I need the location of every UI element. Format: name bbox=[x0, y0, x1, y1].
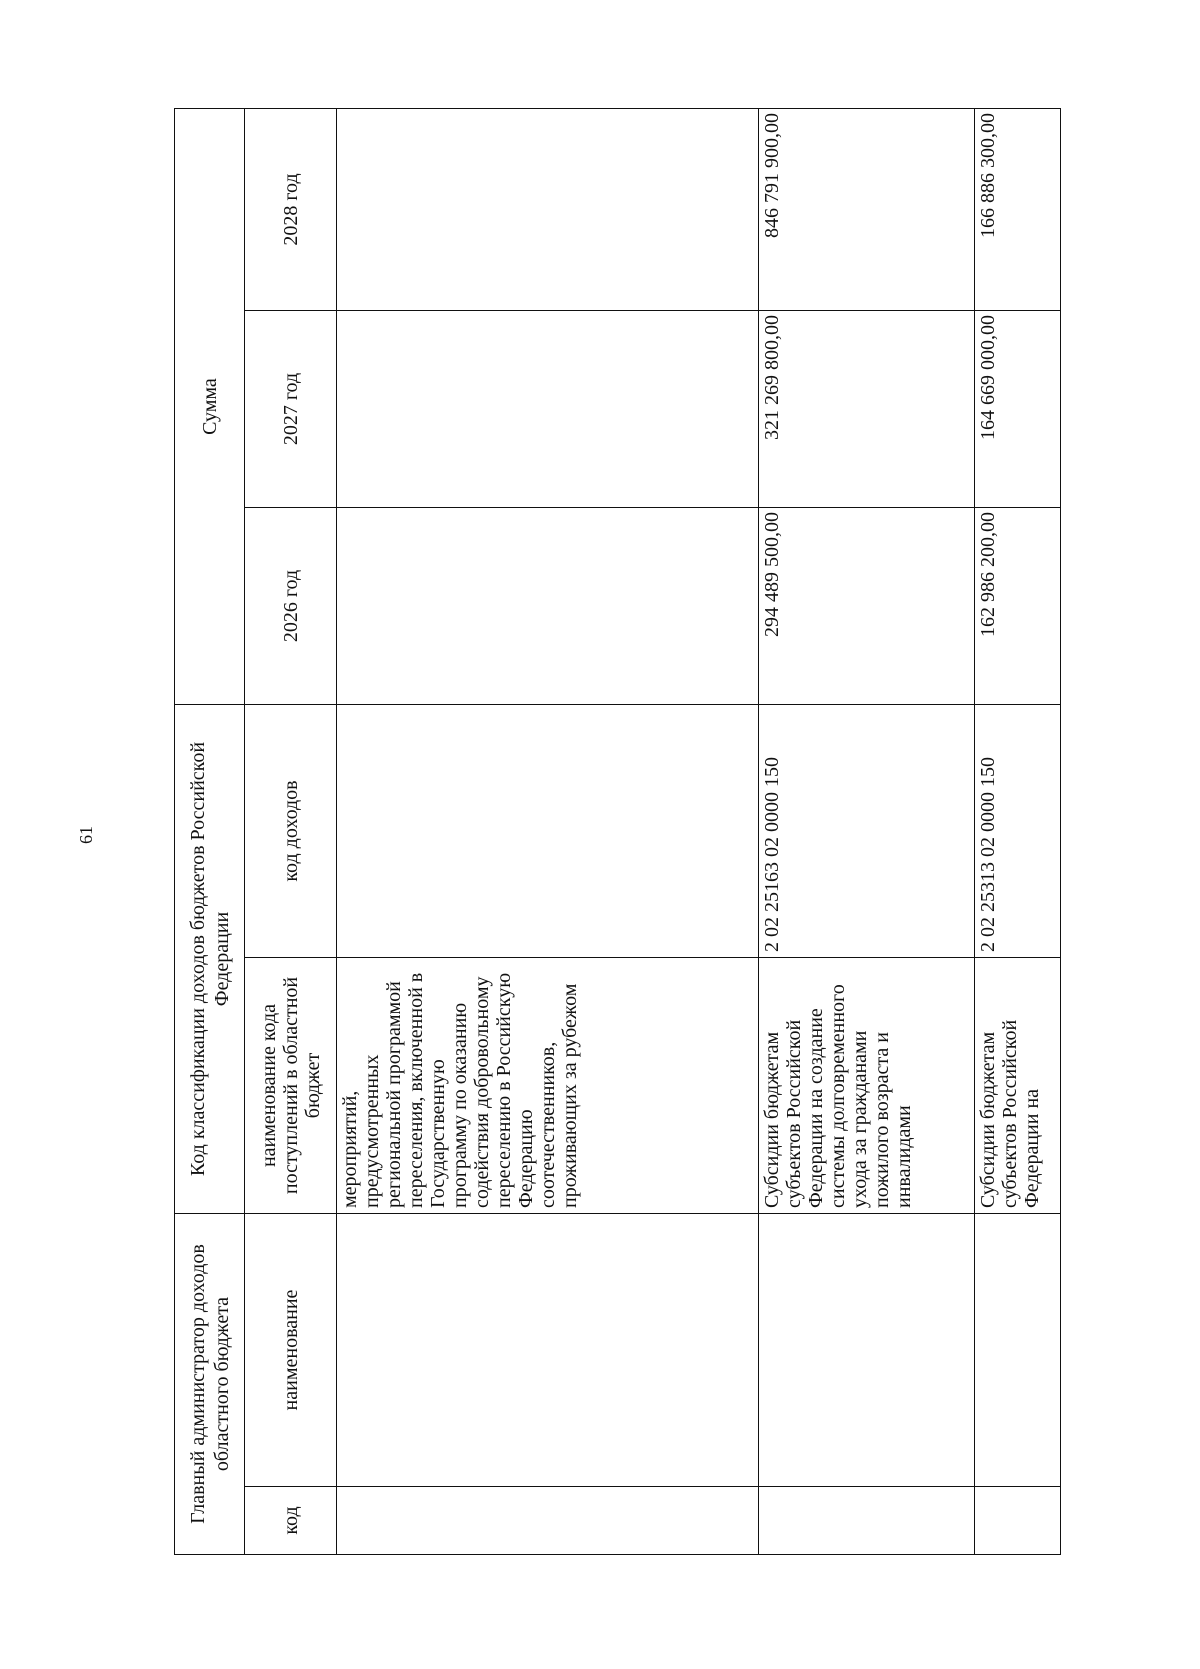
row-sum-2028: 846 791 900,00 bbox=[759, 109, 975, 311]
row-sum-2026: 294 489 500,00 bbox=[759, 508, 975, 705]
budget-table bbox=[174, 108, 1061, 1555]
row-admin-name bbox=[975, 1214, 1061, 1487]
header-admin-name: наименование bbox=[245, 1214, 337, 1487]
header-sum-group: Сумма bbox=[175, 109, 245, 705]
row-income-code: 2 02 25163 02 0000 150 bbox=[759, 705, 975, 958]
header-admin-group: Главный администратор доходов областного бюджета bbox=[175, 1214, 245, 1555]
header-admin-code: код bbox=[245, 1487, 337, 1555]
row-sum-2027: 321 269 800,00 bbox=[759, 311, 975, 508]
row-sum-2027 bbox=[337, 311, 759, 508]
row-sum-2028 bbox=[337, 109, 759, 311]
row-income-name: мероприятий, предусмотренных региональной программой переселения, включенной в Государственную программу по оказанию содействия добровольному переселению в Российскую Федерацию соотечественников, проживающих за рубежом bbox=[337, 958, 759, 1214]
row-admin-code bbox=[759, 1487, 975, 1555]
header-classification-group: Код классификации доходов бюджетов Российской Федерации bbox=[175, 705, 245, 1214]
row-income-code: 2 02 25313 02 0000 150 bbox=[975, 705, 1061, 958]
header-row-top bbox=[175, 109, 245, 1555]
row-admin-name bbox=[337, 1214, 759, 1487]
row-sum-2028: 166 886 300,00 bbox=[975, 109, 1061, 311]
row-admin-code bbox=[975, 1487, 1061, 1555]
row-admin-name bbox=[759, 1214, 975, 1487]
row-income-name: Субсидии бюджетам субъектов Российской Федерации на создание системы долговременного ухода за гражданами пожилого возраста и инвалидами bbox=[759, 958, 975, 1214]
table-row bbox=[975, 109, 1061, 1555]
row-income-name: Субсидии бюджетам субъектов Российской Федерации на bbox=[975, 958, 1061, 1214]
page-number: 61 bbox=[76, 826, 96, 844]
header-year-2028: 2028 год bbox=[245, 109, 337, 311]
row-sum-2027: 164 669 000,00 bbox=[975, 311, 1061, 508]
table-row bbox=[759, 109, 975, 1555]
budget-table-rotated bbox=[174, 109, 1060, 1555]
header-year-2027: 2027 год bbox=[245, 311, 337, 508]
row-income-code bbox=[337, 705, 759, 958]
header-income-code: код доходов bbox=[245, 705, 337, 958]
header-row-bottom bbox=[245, 109, 337, 1555]
row-sum-2026: 162 986 200,00 bbox=[975, 508, 1061, 705]
row-admin-code bbox=[337, 1487, 759, 1555]
table-row bbox=[337, 109, 759, 1555]
header-income-name: наименование кода поступлений в областной бюджет bbox=[245, 958, 337, 1214]
row-sum-2026 bbox=[337, 508, 759, 705]
header-year-2026: 2026 год bbox=[245, 508, 337, 705]
